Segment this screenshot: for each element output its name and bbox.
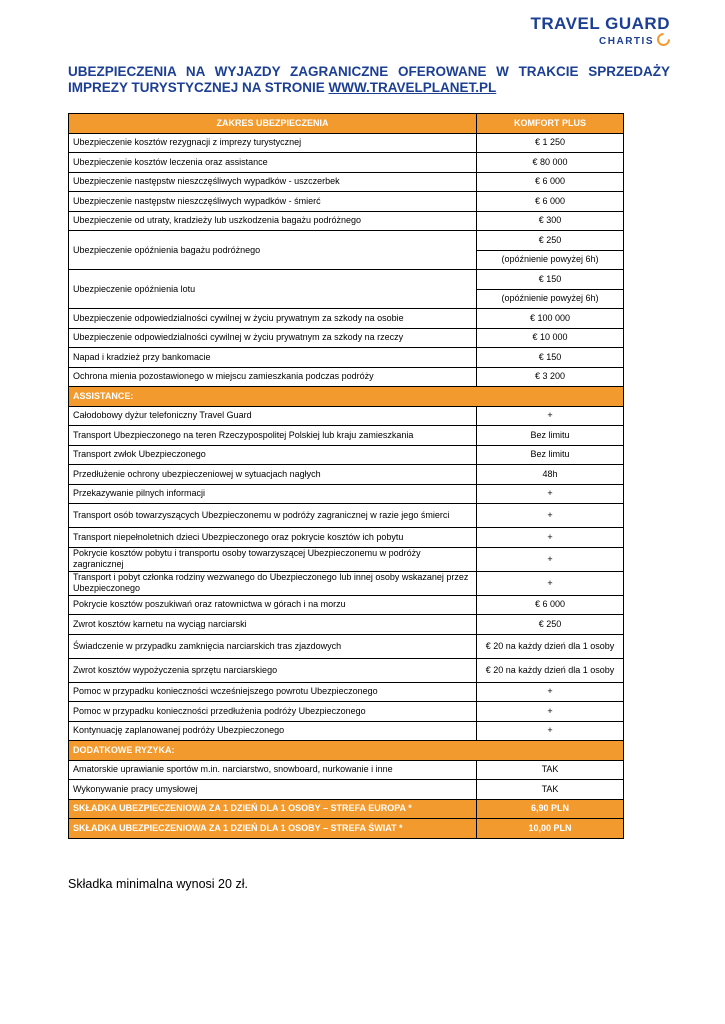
table-row: Pokrycie kosztów poszukiwań oraz ratownictwa w górach i na morzu € 6 000 <box>69 595 624 615</box>
table-row: Ubezpieczenie odpowiedzialności cywilnej w życiu prywatnym za szkody na osobie € 100 000 <box>69 309 624 329</box>
table-row: Przedłużenie ochrony ubezpieczeniowej w sytuacjach nagłych 48h <box>69 465 624 485</box>
assistance-section-header: ASSISTANCE: <box>69 387 624 407</box>
travel-guard-logo <box>531 14 671 49</box>
table-row: Ubezpieczenie opóźnienia bagażu podróżnego € 250 <box>69 231 624 251</box>
table-row: Transport Ubezpieczonego na teren Rzeczypospolitej Polskiej lub kraju zamieszkania Bez limitu <box>69 426 624 446</box>
table-row: Całodobowy dyżur telefoniczny Travel Guard + <box>69 406 624 426</box>
table-row: Świadczenie w przypadku zamknięcia narciarskich tras zjazdowych € 20 na każdy dzień dla 1 osoby <box>69 634 624 658</box>
minimum-premium-note: Składka minimalna wynosi 20 zł. <box>68 877 248 891</box>
table-row: Pomoc w przypadku konieczności przedłużenia podróży Ubezpieczonego + <box>69 702 624 722</box>
table-row: Zwrot kosztów karnetu na wyciąg narciarski € 250 <box>69 615 624 635</box>
table-row: Pomoc w przypadku konieczności wcześniejszego powrotu Ubezpieczonego + <box>69 682 624 702</box>
table-header-row <box>69 114 624 134</box>
page-title: UBEZPIECZENIA NA WYJAZDY ZAGRANICZNE OFEROWANE W TRAKCIE SPRZEDAŻY IMPREZY TURYSTYCZNEJ NA STRONIE WWW.TRAVELPLANET.PL <box>68 64 670 95</box>
table-row: Kontynuację zaplanowanej podróży Ubezpieczonego + <box>69 721 624 741</box>
table-row: Przekazywanie pilnych informacji + <box>69 484 624 504</box>
table-row: Zwrot kosztów wypożyczenia sprzętu narciarskiego € 20 na każdy dzień dla 1 osoby <box>69 658 624 682</box>
table-row: Transport zwłok Ubezpieczonego Bez limitu <box>69 445 624 465</box>
table-row: Transport i pobyt członka rodziny wezwanego do Ubezpieczonego lub innej osoby wskazanej przez Ubezpieczonego + <box>69 571 624 595</box>
table-row: Ubezpieczenie następstw nieszczęśliwych wypadków - śmierć € 6 000 <box>69 192 624 212</box>
table-row: Ubezpieczenie opóźnienia lotu € 150 <box>69 270 624 290</box>
header-plan: KOMFORT PLUS <box>477 114 624 134</box>
premium-row-europe: SKŁADKA UBEZPIECZENIOWA ZA 1 DZIEŃ DLA 1 OSOBY – STREFA EUROPA * 6,90 PLN <box>69 799 624 819</box>
table-row: Ubezpieczenie kosztów rezygnacji z imprezy turystycznej € 1 250 <box>69 133 624 153</box>
table-row: Pokrycie kosztów pobytu i transportu osoby towarzyszącej Ubezpieczonemu w podróży zagranicznej + <box>69 547 624 571</box>
table-row: Wykonywanie pracy umysłowej TAK <box>69 780 624 800</box>
table-row-note: (opóźnienie powyżej 6h) <box>69 289 624 309</box>
table-row: Ubezpieczenie odpowiedzialności cywilnej w życiu prywatnym za szkody na rzeczy € 10 000 <box>69 328 624 348</box>
table-row: Ubezpieczenie od utraty, kradzieży lub uszkodzenia bagażu podróżnego € 300 <box>69 211 624 231</box>
header-coverage: ZAKRES UBEZPIECZENIA <box>69 114 477 134</box>
table-row: Ubezpieczenie następstw nieszczęśliwych wypadków - uszczerbek € 6 000 <box>69 172 624 192</box>
logo-arc-icon <box>654 30 672 48</box>
premium-row-world: SKŁADKA UBEZPIECZENIOWA ZA 1 DZIEŃ DLA 1 OSOBY – STREFA ŚWIAT * 10,00 PLN <box>69 819 624 839</box>
logo-brand: TRAVEL GUARD <box>530 14 670 33</box>
table-row: Napad i kradzież przy bankomacie € 150 <box>69 348 624 368</box>
table-row: Transport osób towarzyszących Ubezpieczonemu w podróży zagranicznej w razie jego śmierci + <box>69 504 624 528</box>
logo-sub: CHARTIS <box>531 33 671 49</box>
insurance-table <box>68 113 624 839</box>
table-row: Amatorskie uprawianie sportów m.in. narciarstwo, snowboard, nurkowanie i inne TAK <box>69 760 624 780</box>
extra-risks-section-header: DODATKOWE RYZYKA: <box>69 741 624 761</box>
travelplanet-link[interactable]: WWW.TRAVELPLANET.PL <box>328 80 497 95</box>
table-row: Transport niepełnoletnich dzieci Ubezpieczonego oraz pokrycie kosztów ich pobytu + <box>69 528 624 548</box>
table-row: Ochrona mienia pozostawionego w miejscu zamieszkania podczas podróży € 3 200 <box>69 367 624 387</box>
table-row: Ubezpieczenie kosztów leczenia oraz assistance € 80 000 <box>69 153 624 173</box>
table-row-note: (opóźnienie powyżej 6h) <box>69 250 624 270</box>
